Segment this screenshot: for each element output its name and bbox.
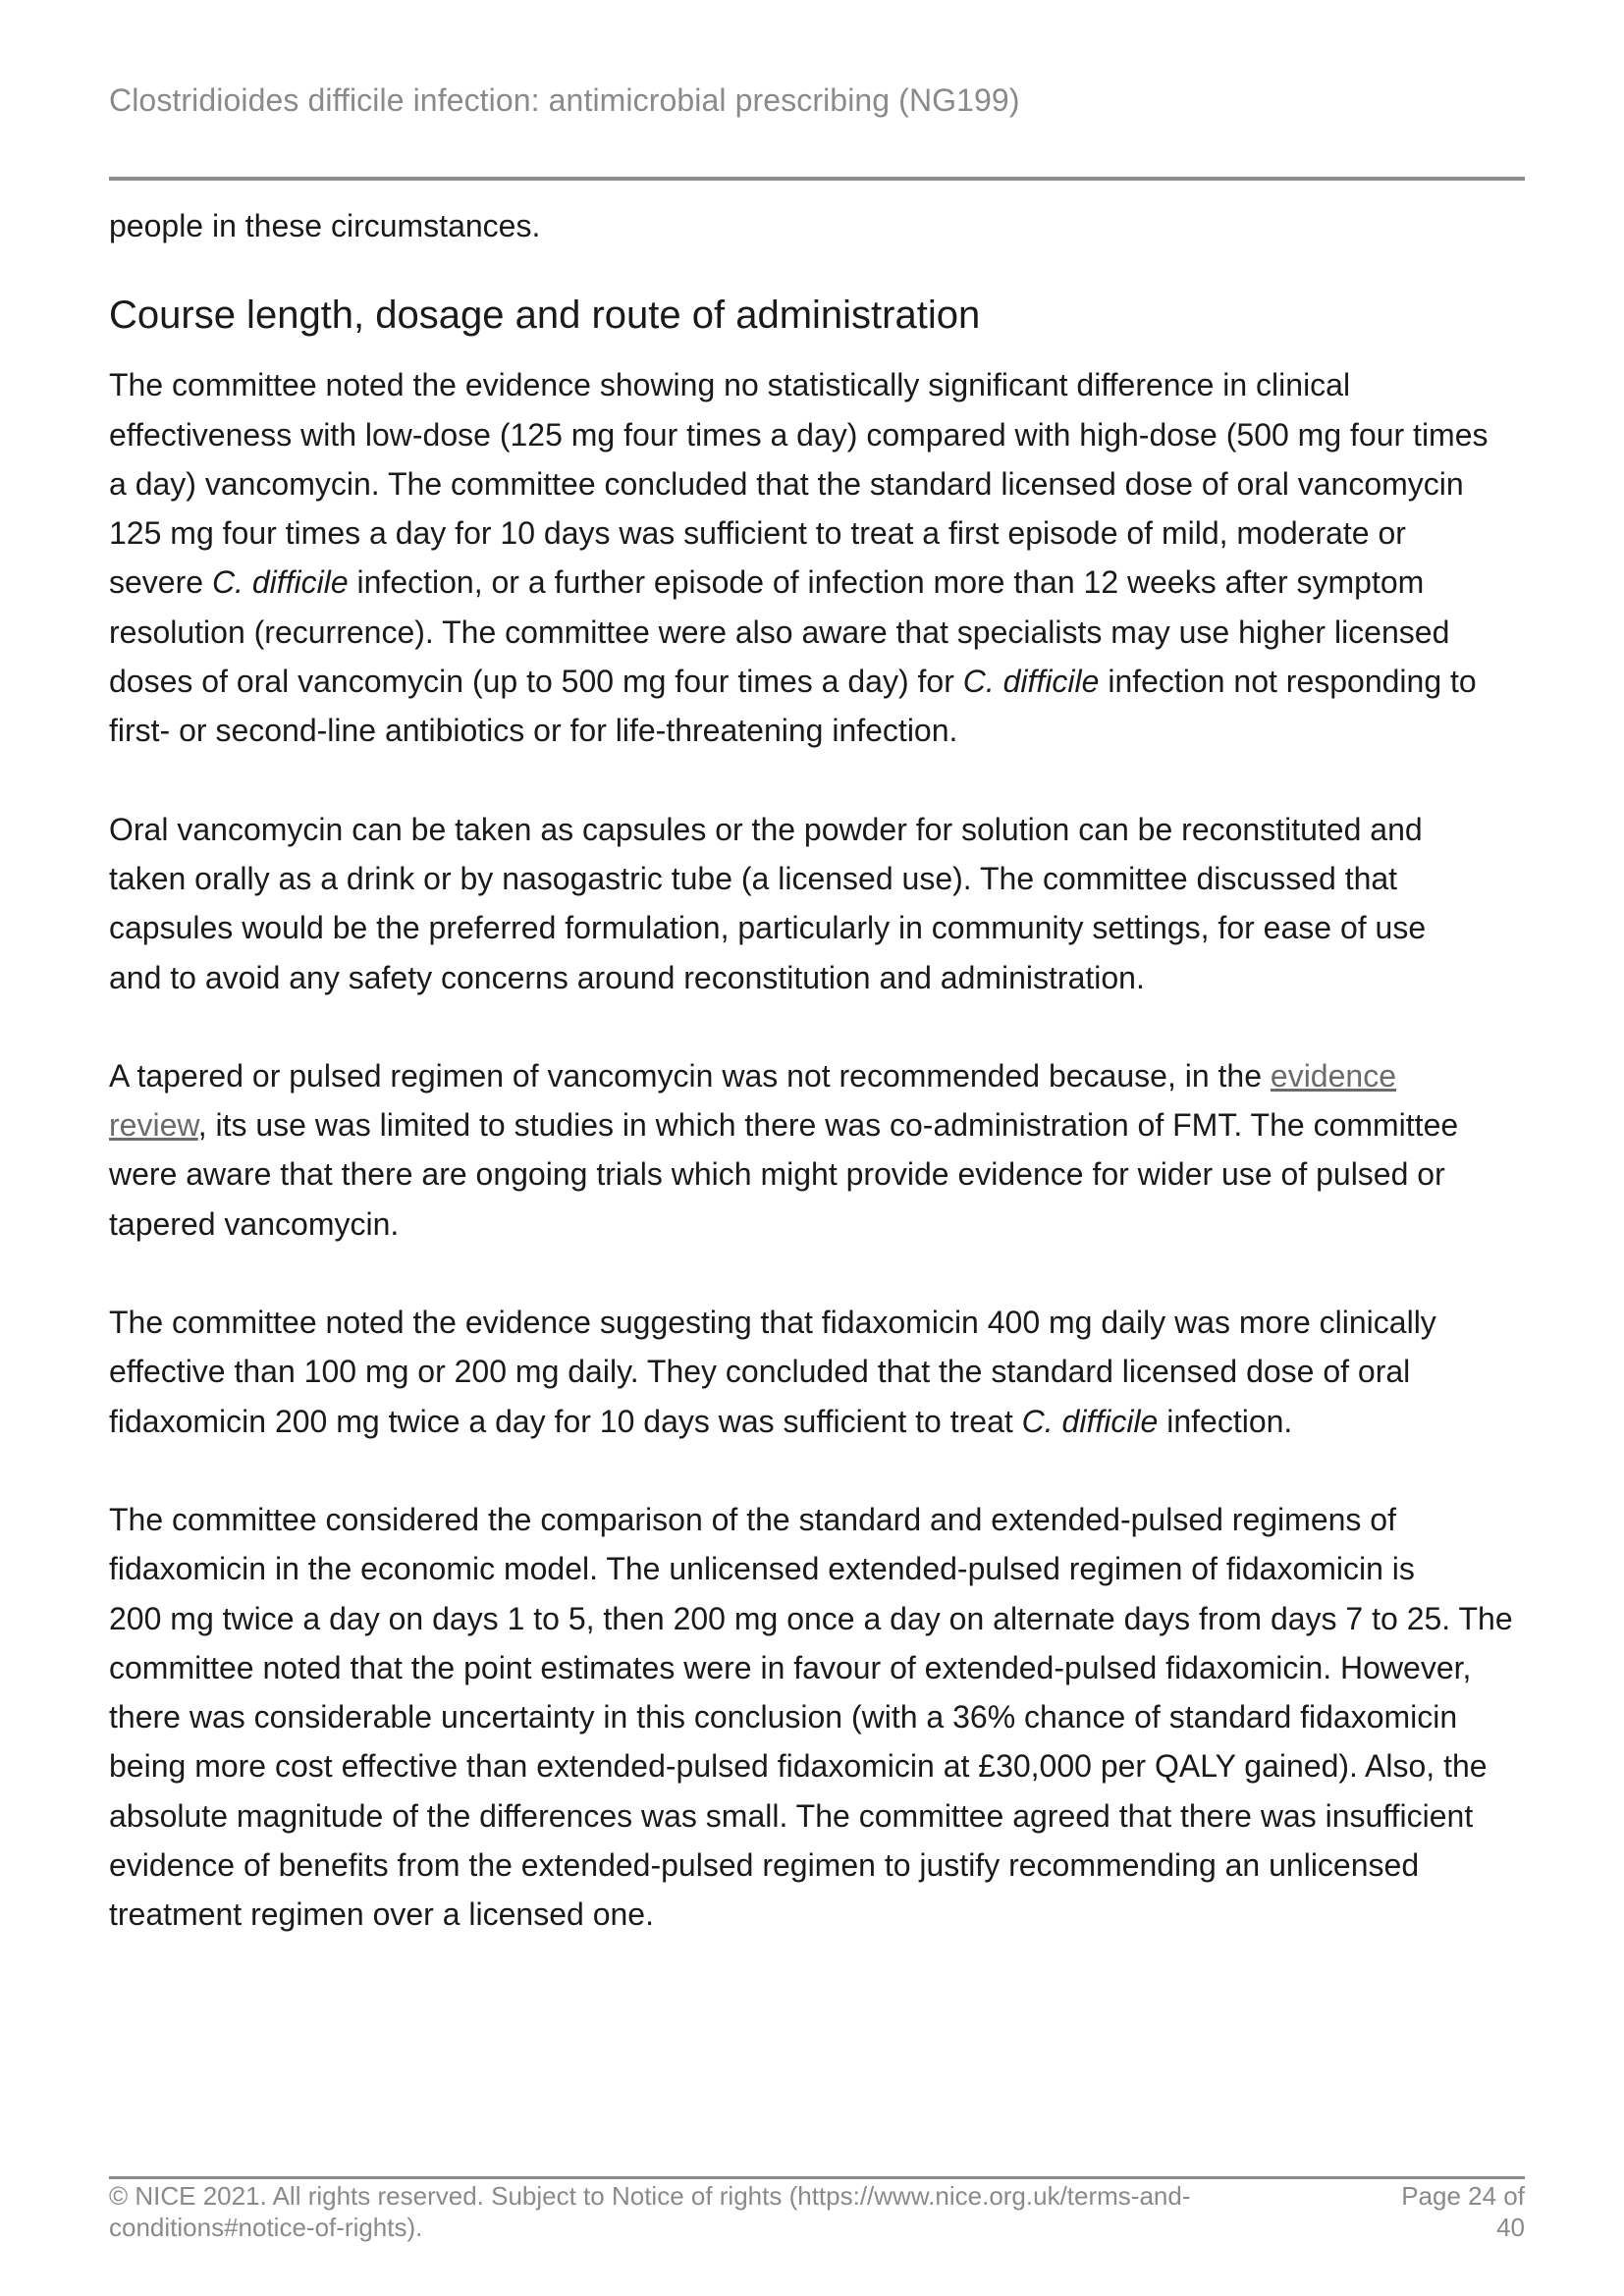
evidence-review-link[interactable]: review [109, 1107, 198, 1144]
continuation-text [109, 201, 1528, 250]
text-line: absolute magnitude of the differences was small. The committee agreed that there was insufficient [109, 1797, 1474, 1834]
text-line: a day) vancomycin. The committee concluded that the standard licensed dose of oral vancomycin [109, 465, 1464, 502]
text-line: capsules would be the preferred formulation, particularly in community settings, for ease of use [109, 910, 1427, 946]
text-line: first- or second-line antibiotics or for life-threatening infection. [109, 713, 958, 749]
text-run: , its use was limited to studies in which there was co-administration of FMT. The committee [197, 1107, 1459, 1144]
text-line: there was considerable uncertainty in this conclusion (with a 36% chance of standard fidaxomicin [109, 1699, 1458, 1735]
text-line: and to avoid any safety concerns around reconstitution and administration. [109, 959, 1145, 995]
text-line: people in these circumstances. [109, 208, 541, 243]
text-line: The committee noted the evidence suggesting that fidaxomicin 400 mg daily was more clinically [109, 1305, 1436, 1341]
paragraph-gap [109, 1002, 1528, 1051]
copyright-line: © NICE 2021. All rights reserved. Subject to Notice of rights (https://www.nice.org.uk/terms-and- [109, 2181, 1191, 2211]
text-run: A tapered or pulsed regimen of vancomycin was not recommended because, in the [109, 1057, 1271, 1094]
text-line [109, 558, 1528, 607]
footer-page-number [1328, 2180, 1525, 2243]
page-header [109, 80, 1523, 120]
text-run: severe [109, 564, 212, 601]
copyright-line: conditions#notice-of-rights). [109, 2213, 423, 2242]
footer-divider [109, 2176, 1525, 2179]
evidence-review-link[interactable]: evidence [1270, 1057, 1396, 1094]
text-line [109, 1051, 1528, 1100]
text-line: Oral vancomycin can be taken as capsules or the powder for solution can be reconstituted and [109, 811, 1423, 847]
footer-copyright [109, 2180, 1287, 2243]
text-line: effective than 100 mg or 200 mg daily. They concluded that the standard licensed dose of oral [109, 1354, 1411, 1390]
text-line: fidaxomicin in the economic model. The unlicensed extended-pulsed regimen of fidaxomicin is [109, 1551, 1415, 1587]
italic-organism-name: C. difficile [211, 564, 349, 601]
text-line [109, 1397, 1528, 1446]
text-line [109, 1100, 1528, 1149]
paragraph-gap [109, 1249, 1528, 1298]
text-line: evidence of benefits from the extended-pulsed regimen to justify recommending an unlicensed [109, 1847, 1420, 1884]
body-paragraph [109, 1495, 1528, 1940]
page-number-line: 40 [1496, 2213, 1525, 2242]
text-run: doses of oral vancomycin (up to 500 mg four times a day) for [109, 664, 963, 700]
text-line: being more cost effective than extended-pulsed fidaxomicin at £30,000 per QALY gained). Also, the [109, 1748, 1488, 1785]
italic-organism-name: C. difficile [1021, 1403, 1159, 1439]
text-line: tapered vancomycin. [109, 1205, 400, 1242]
text-line: The committee noted the evidence showing no statistically significant difference in clinical [109, 367, 1351, 403]
text-line: effectiveness with low-dose (125 mg four times a day) compared with high-dose (500 mg four times [109, 416, 1489, 453]
text-run: infection not responding to [1099, 664, 1477, 700]
section-heading: Course length, dosage and route of administration [109, 294, 981, 338]
text-line: were aware that there are ongoing trials which might provide evidence for wider use of pulsed or [109, 1156, 1445, 1193]
body-paragraph [109, 1051, 1528, 1249]
text-line: taken orally as a drink or by nasogastric tube (a licensed use). The committee discussed that [109, 860, 1398, 896]
paragraph-gap [109, 1446, 1528, 1495]
body-paragraph [109, 360, 1528, 755]
paragraphs-container [109, 360, 1528, 1939]
text-run: fidaxomicin 200 mg twice a day for 10 days was sufficient to treat [109, 1403, 1022, 1439]
main-content [109, 201, 1528, 1940]
text-line: treatment regimen over a licensed one. [109, 1896, 654, 1933]
text-run: infection. [1158, 1403, 1293, 1439]
text-line: resolution (recurrence). The committee were also aware that specialists may use higher licensed [109, 614, 1450, 650]
text-line: 125 mg four times a day for 10 days was sufficient to treat a first episode of mild, moderate or [109, 515, 1406, 552]
header-divider [109, 177, 1525, 181]
body-paragraph [109, 805, 1528, 1002]
page-number-line: Page 24 of [1401, 2181, 1525, 2211]
text-line: committee noted that the point estimates were in favour of extended-pulsed fidaxomicin. However, [109, 1649, 1472, 1685]
text-line: The committee considered the comparison of the standard and extended-pulsed regimens of [109, 1501, 1396, 1537]
text-run: infection, or a further episode of infection more than 12 weeks after symptom [348, 564, 1425, 601]
text-line [109, 657, 1528, 706]
text-line: 200 mg twice a day on days 1 to 5, then 200 mg once a day on alternate days from days 7 to 25. The [109, 1600, 1513, 1636]
italic-organism-name: C. difficile [962, 664, 1100, 700]
document-title: Clostridioides difficile infection: antimicrobial prescribing (NG199) [109, 82, 1020, 118]
paragraph-gap [109, 756, 1528, 805]
body-paragraph [109, 1298, 1528, 1446]
